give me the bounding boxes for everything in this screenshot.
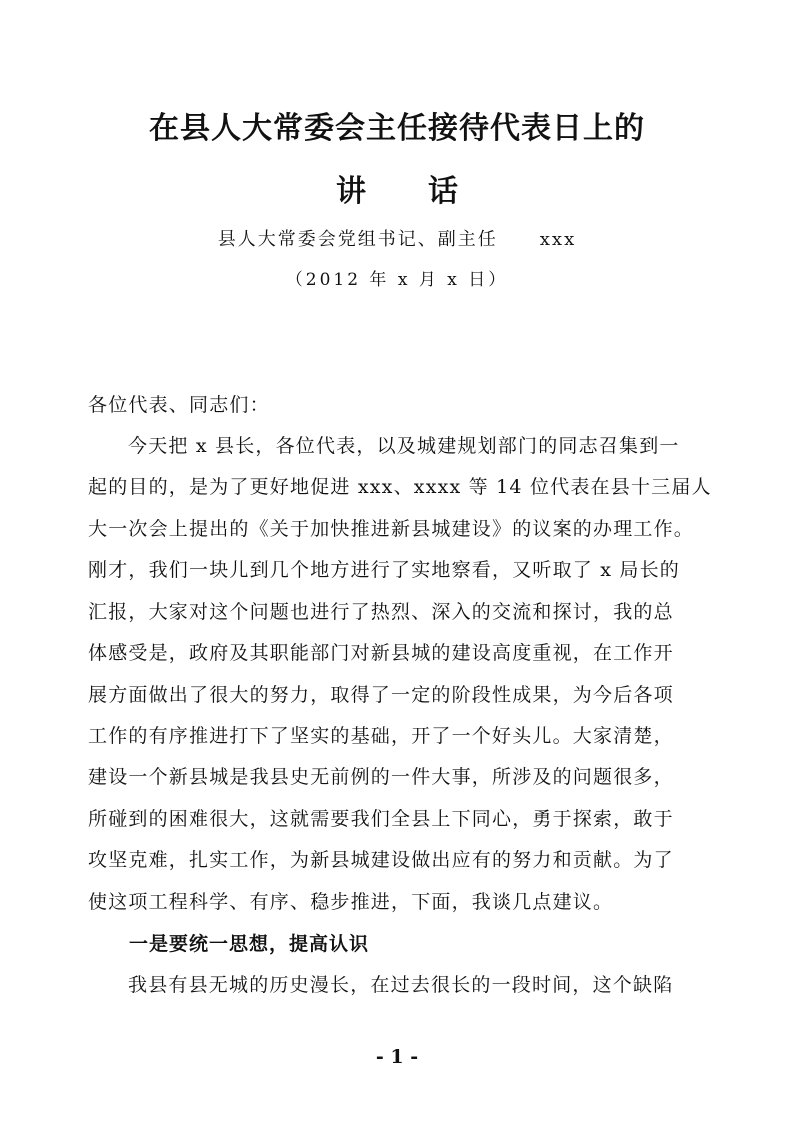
paragraph1-line: 体感受是，政府及其职能部门对新县城的建设高度重视，在工作开 — [88, 642, 674, 664]
paragraph1-line: 今天把 x 县长，各位代表，以及城建规划部门的同志召集到一 — [128, 435, 680, 457]
paragraph1-line: 攻坚克难，扎实工作，为新县城建设做出应有的努力和贡献。为了 — [88, 849, 674, 871]
page-number: - 1 - — [375, 1046, 419, 1068]
paragraph1-line: 展方面做出了很大的努力，取得了一定的阶段性成果，为今后各项 — [88, 684, 674, 706]
salutation: 各位代表、同志们： — [88, 394, 270, 416]
title-char-2: 话 — [428, 174, 458, 209]
paragraph1-line: 工作的有序推进打下了坚实的基础，开了一个好头儿。大家清楚， — [88, 725, 674, 747]
paragraph1-line: 刚才，我们一块儿到几个地方进行了实地察看，又听取了 x 局长的 — [88, 559, 680, 581]
document-title-line1: 在县人大常委会主任接待代表日上的 — [149, 111, 645, 146]
paragraph1-line: 使这项工程科学、有序、稳步推进，下面，我谈几点建议。 — [88, 891, 614, 913]
paragraph1-line: 起的目的，是为了更好地促进 xxx、xxxx 等 14 位代表在县十三届人 — [88, 476, 712, 498]
author-byline — [0, 225, 794, 251]
author-role: 县人大常委会党组书记、副主任 — [217, 229, 498, 250]
paragraph1-line: 大一次会上提出的《关于加快推进新县城建设》的议案的办理工作。 — [88, 518, 695, 540]
document-title-line2 — [0, 166, 794, 210]
author-name: xxx — [539, 229, 577, 250]
section-heading-1: 一是要统一思想，提高认识 — [129, 933, 370, 955]
speech-date: （2012 年 x 月 x 日） — [285, 270, 509, 290]
paragraph1-line: 所碰到的困难很大，这就需要我们全县上下同心，勇于探索，敢于 — [88, 808, 674, 830]
title-char-1: 讲 — [336, 174, 366, 209]
paragraph1-line: 汇报，大家对这个问题也进行了热烈、深入的交流和探讨，我的总 — [88, 601, 674, 623]
paragraph1-line: 建设一个新县城是我县史无前例的一件大事，所涉及的问题很多， — [88, 766, 674, 788]
paragraph2-line: 我县有县无城的历史漫长，在过去很长的一段时间，这个缺陷 — [128, 974, 674, 996]
